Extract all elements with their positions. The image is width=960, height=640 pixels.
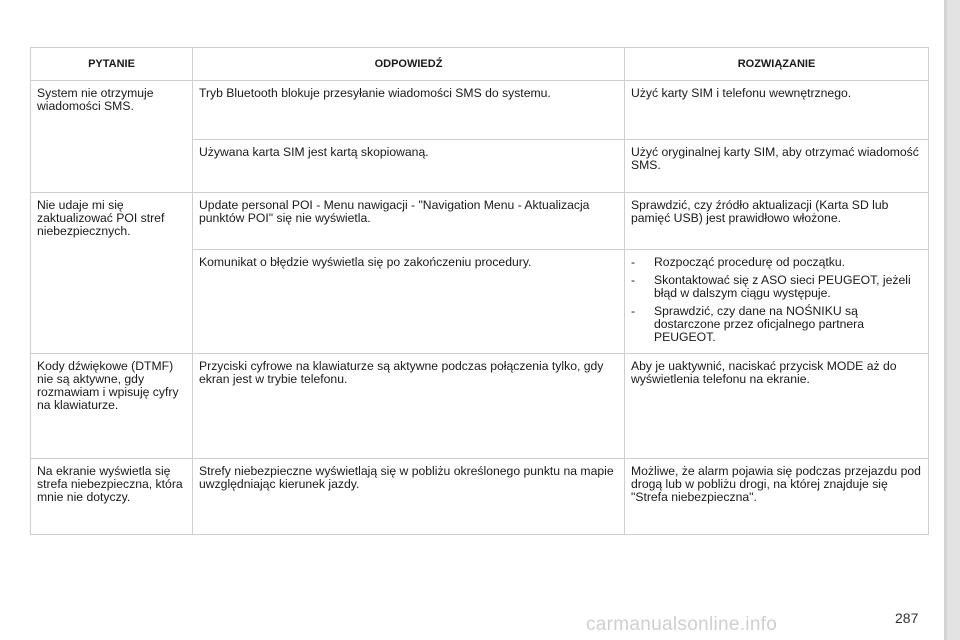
table-row bbox=[31, 81, 929, 140]
solution-cell: Sprawdzić, czy źródło aktualizacji (Karta SD lub pamięć USB) jest prawidłowo włożone. bbox=[625, 193, 929, 250]
solution-cell: Aby je uaktywnić, naciskać przycisk MODE aż do wyświetlenia telefonu na ekranie. bbox=[625, 354, 929, 459]
list-item-text: Sprawdzić, czy dane na NOŚNIKU są dostarczone przez oficjalnego partnera PEUGEOT. bbox=[654, 304, 865, 344]
list-item bbox=[631, 256, 922, 269]
header-answer: ODPOWIEDŹ bbox=[193, 48, 625, 81]
answer-cell: Komunikat o błędzie wyświetla się po zakończeniu procedury. bbox=[193, 250, 625, 354]
page-number: 287 bbox=[895, 610, 919, 626]
solution-cell: Możliwe, że alarm pojawia się podczas przejazdu pod drogą lub w pobliżu drogi, na której znajduje się "Strefa niebezpieczna". bbox=[625, 459, 929, 535]
page-edge-shadow bbox=[944, 0, 947, 640]
table-row bbox=[31, 193, 929, 250]
list-item-text: Skontaktować się z ASO sieci PEUGEOT, jeżeli błąd w dalszym ciągu występuje. bbox=[654, 273, 911, 300]
list-item-text: Rozpocząć procedurę od początku. bbox=[654, 255, 846, 269]
answer-cell: Tryb Bluetooth blokuje przesyłanie wiadomości SMS do systemu. bbox=[193, 81, 625, 140]
watermark: carmanualsonline.info bbox=[586, 614, 778, 635]
solution-cell: Użyć oryginalnej karty SIM, aby otrzymać wiadomość SMS. bbox=[625, 140, 929, 193]
answer-cell: Update personal POI - Menu nawigacji - "Navigation Menu - Aktualizacja punktów POI" się nie wyświetla. bbox=[193, 193, 625, 250]
header-solution: ROZWIĄZANIE bbox=[625, 48, 929, 81]
solution-cell: Użyć karty SIM i telefonu wewnętrznego. bbox=[625, 81, 929, 140]
page-edge-strip bbox=[944, 0, 960, 640]
answer-cell: Przyciski cyfrowe na klawiaturze są aktywne podczas połączenia tylko, gdy ekran jest w trybie telefonu. bbox=[193, 354, 625, 459]
list-item bbox=[631, 274, 922, 300]
header-question: PYTANIE bbox=[31, 48, 193, 81]
answer-cell: Strefy niebezpieczne wyświetlają się w pobliżu określonego punktu na mapie uwzględniając kierunek jazdy. bbox=[193, 459, 625, 535]
bullet-dash: - bbox=[631, 273, 636, 287]
faq-table bbox=[30, 47, 929, 535]
question-cell: System nie otrzymuje wiadomości SMS. bbox=[31, 81, 193, 193]
table-row bbox=[31, 459, 929, 535]
question-cell: Kody dźwiękowe (DTMF) nie są aktywne, gdy rozmawiam i wpisuję cyfry na klawiaturze. bbox=[31, 354, 193, 459]
solution-list bbox=[631, 256, 922, 344]
bullet-dash: - bbox=[631, 304, 636, 318]
answer-cell: Używana karta SIM jest kartą skopiowaną. bbox=[193, 140, 625, 193]
question-cell: Nie udaje mi się zaktualizować POI stref niebezpiecznych. bbox=[31, 193, 193, 354]
bullet-dash: - bbox=[631, 255, 636, 269]
list-item bbox=[631, 305, 922, 344]
table-row bbox=[31, 354, 929, 459]
solution-cell bbox=[625, 250, 929, 354]
table-header-row bbox=[31, 48, 929, 81]
question-cell: Na ekranie wyświetla się strefa niebezpieczna, która mnie nie dotyczy. bbox=[31, 459, 193, 535]
